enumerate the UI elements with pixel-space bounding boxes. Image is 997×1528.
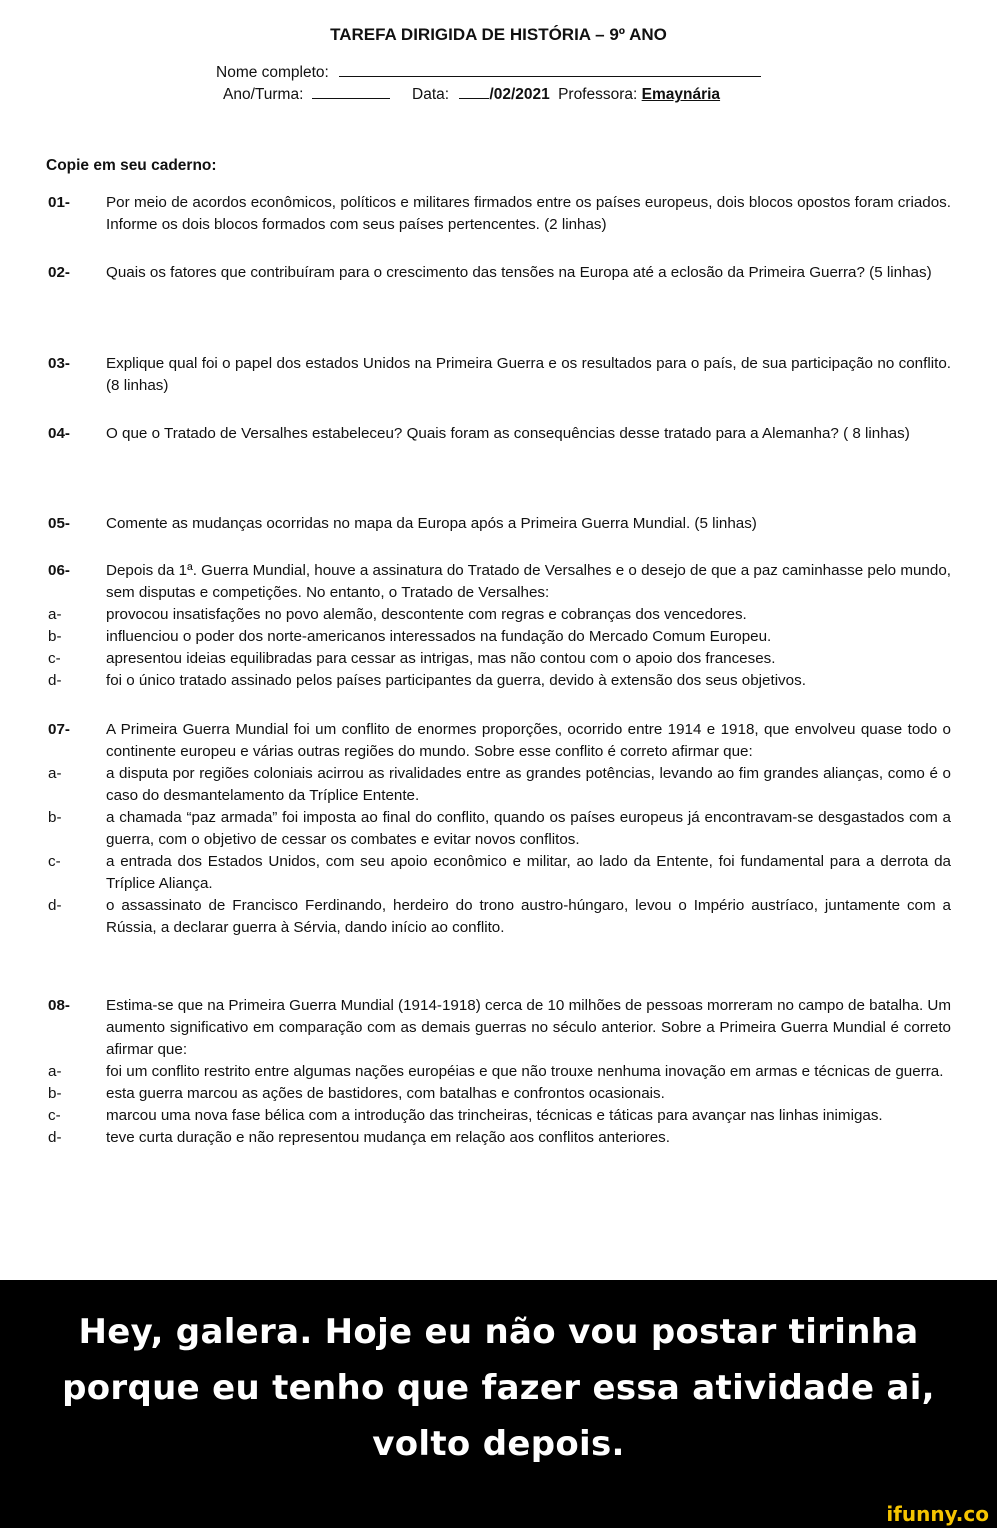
question-text: Depois da 1ª. Guerra Mundial, houve a assinatura do Tratado de Versalhes e o desejo de que a paz caminhasse pelo mundo, sem disputas e competições. No entanto, o Tratado de Versalhes: xyxy=(106,562,951,601)
option-text: apresentou ideias equilibradas para cessar as intrigas, mas não contou com o apoio dos franceses. xyxy=(106,650,776,667)
caption-line-1: Hey, galera. Hoje eu não vou postar tirinha xyxy=(78,1312,919,1352)
instruction: Copie em seu caderno: xyxy=(46,157,217,174)
option-d xyxy=(46,1127,951,1149)
option-text: influenciou o poder dos norte-americanos interessados na fundação do Mercado Comum Europeu. xyxy=(106,628,772,645)
question-number: 03- xyxy=(48,355,70,372)
option-c xyxy=(46,851,951,895)
question-number: 02- xyxy=(48,264,70,281)
option-letter: b- xyxy=(48,809,62,826)
option-text: provocou insatisfações no povo alemão, descontente com regras e cobranças dos vencedores. xyxy=(106,606,747,623)
class-label: Ano/Turma: xyxy=(223,86,304,103)
name-label: Nome completo: xyxy=(216,64,329,81)
option-letter: a- xyxy=(48,1063,62,1080)
question-number: 07- xyxy=(48,721,70,738)
question-number: 05- xyxy=(48,515,70,532)
option-text: a disputa por regiões coloniais acirrou as rivalidades entre as grandes potências, levando ao fim grandes alianças, como é o caso do desmantelamento da Tríplice Entente. xyxy=(106,765,951,804)
option-c xyxy=(46,648,951,670)
question-01 xyxy=(46,192,951,236)
caption-line-2: porque eu tenho que fazer essa atividade ai, xyxy=(62,1368,935,1408)
question-text: Explique qual foi o papel dos estados Unidos na Primeira Guerra e os resultados para o país, de sua participação no conflito. (8 linhas) xyxy=(106,355,951,394)
question-06 xyxy=(46,560,951,692)
date-label: Data: xyxy=(412,86,450,103)
option-d xyxy=(46,670,951,692)
meme-caption-panel xyxy=(0,1280,997,1528)
class-date-row xyxy=(223,84,720,104)
question-number: 04- xyxy=(48,425,70,442)
question-03 xyxy=(46,353,951,397)
caption-line-3: volto depois. xyxy=(372,1424,625,1464)
question-text: Comente as mudanças ocorridas no mapa da Europa após a Primeira Guerra Mundial. (5 linhas) xyxy=(106,515,757,532)
option-text: a entrada dos Estados Unidos, com seu apoio econômico e militar, ao lado da Entente, foi fundamental para a derrota da Tríplice Aliança. xyxy=(106,853,951,892)
option-text: marcou uma nova fase bélica com a introdução das trincheiras, técnicas e táticas para avançar nas linhas inimigas. xyxy=(106,1107,883,1124)
option-text: foi um conflito restrito entre algumas nações européias e que não trouxe nenhuma inovação em armas e técnicas de guerra. xyxy=(106,1063,944,1080)
option-d xyxy=(46,895,951,939)
option-letter: c- xyxy=(48,853,61,870)
option-letter: c- xyxy=(48,1107,61,1124)
name-row xyxy=(216,62,761,82)
option-b xyxy=(46,626,951,648)
option-text: esta guerra marcou as ações de bastidores, com batalhas e confrontos ocasionais. xyxy=(106,1085,665,1102)
option-b xyxy=(46,807,951,851)
option-c xyxy=(46,1105,951,1127)
question-text: Estima-se que na Primeira Guerra Mundial (1914-1918) cerca de 10 milhões de pessoas morreram no campo de batalha. Um aumento significativo em comparação com as demais guerras no século anterior. Sobre a Primeira Guerra Mundial é correto afirmar que: xyxy=(106,997,952,1058)
option-text: foi o único tratado assinado pelos países participantes da guerra, devido à extensão dos seus objetivos. xyxy=(106,672,806,689)
question-05 xyxy=(46,513,951,535)
question-text: Por meio de acordos econômicos, políticos e militares firmados entre os países europeus, dois blocos opostos foram criados. Informe os dois blocos formados com seus países pertencentes. (2 linhas) xyxy=(106,194,951,233)
question-number: 06- xyxy=(48,562,70,579)
worksheet-title: TAREFA DIRIGIDA DE HISTÓRIA – 9º ANO xyxy=(330,25,667,44)
date-blank xyxy=(459,84,489,99)
name-blank xyxy=(339,62,761,77)
option-letter: d- xyxy=(48,672,62,689)
question-text: Quais os fatores que contribuíram para o crescimento das tensões na Europa até a eclosão da Primeira Guerra? (5 linhas) xyxy=(106,264,932,281)
option-letter: a- xyxy=(48,765,62,782)
option-b xyxy=(46,1083,951,1105)
question-07 xyxy=(46,719,951,939)
question-number: 01- xyxy=(48,194,70,211)
question-08 xyxy=(46,995,951,1149)
question-02 xyxy=(46,262,951,284)
teacher-name: Emaynária xyxy=(641,86,721,103)
teacher-label: Professora: xyxy=(558,86,638,103)
option-letter: d- xyxy=(48,1129,62,1146)
option-text: teve curta duração e não representou mudança em relação aos conflitos anteriores. xyxy=(106,1129,670,1146)
option-text: o assassinato de Francisco Ferdinando, herdeiro do trono austro-húngaro, levou o Império austríaco, juntamente com a Rússia, a declarar guerra à Sérvia, dando início ao conflito. xyxy=(106,897,951,936)
watermark-logo: ifunny.co xyxy=(886,1502,989,1526)
question-text: A Primeira Guerra Mundial foi um conflito de enormes proporções, ocorrido entre 1914 e 1918, que envolveu quase todo o continente europeu e várias outras regiões do mundo. Sobre esse conflito é correto afirmar que: xyxy=(106,721,951,760)
question-text: O que o Tratado de Versalhes estabeleceu? Quais foram as consequências desse tratado para a Alemanha? ( 8 linhas) xyxy=(106,425,910,442)
date-value: /02/2021 xyxy=(489,86,550,103)
option-letter: b- xyxy=(48,628,62,645)
option-text: a chamada “paz armada” foi imposta ao final do conflito, quando os países europeus já encontravam-se desgastados com a guerra, com o objetivo de cessar os combates e evitar novos conflitos. xyxy=(106,809,951,848)
option-a xyxy=(46,604,951,626)
option-letter: c- xyxy=(48,650,61,667)
option-a xyxy=(46,1061,951,1083)
class-blank xyxy=(312,84,390,99)
question-04 xyxy=(46,423,951,445)
option-letter: b- xyxy=(48,1085,62,1102)
option-letter: a- xyxy=(48,606,62,623)
option-a xyxy=(46,763,951,807)
question-number: 08- xyxy=(48,997,70,1014)
option-letter: d- xyxy=(48,897,62,914)
